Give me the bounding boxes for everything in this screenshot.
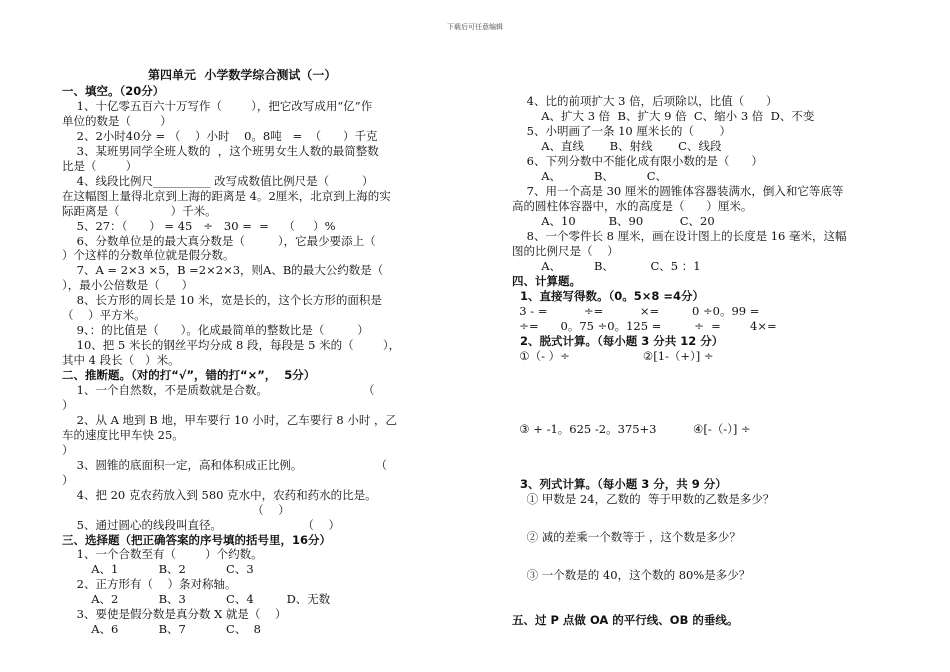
question-line: ） (62, 472, 74, 487)
question-line: 4、线段比例尺__________ 改写成数值比例尺是（ ） (62, 173, 374, 188)
question-line: 单位的数是（ ） (62, 113, 172, 128)
question-line: 7、用一个高是 30 厘米的圆锥体容器装满水，倒入和它等底等 (512, 184, 844, 198)
question-line: 2、从 A 地到 B 地，甲车要行 10 小时，乙车要行 8 小时 ，乙 (62, 412, 398, 427)
question-line: 1、一个合数至有（ ）个约数。 (62, 547, 263, 562)
question-line: ③ + -1。625 -2。375+3 ④[-（-）] ÷ (512, 422, 751, 436)
question-line: A、1 B、2 C、3 (62, 562, 254, 577)
question-line: 4、把 20 克农药放入到 580 克水中，农药和药水的比是。 (62, 487, 377, 502)
question-line: （ ） (62, 502, 290, 517)
question-line: 1、十亿零五百六十万写作（ ），把它改写成用“亿”作 (62, 98, 373, 113)
section-heading: 四、计算题。 (512, 274, 581, 288)
question-line: 5、小明画了一条 10 厘米长的（ ） (512, 124, 731, 138)
question-line: ①（- ）÷ ②[1-（+）] ÷ (512, 349, 714, 363)
question-line: ③ 一个数是的 40，这个数的 80%是多少？ (512, 568, 751, 582)
question-line: ② 减的差乘一个数等于 ，这个数是多少？ (512, 530, 741, 544)
question-line: ÷= 0。75 ÷0。125 = ÷ = 4×= (512, 319, 777, 333)
question-line: ）个这样的分数单位就是假分数。 (62, 248, 235, 263)
question-line: 5、通过圆心的线段叫直径。 （ ） (62, 517, 340, 532)
question-line: 在这幅图上量得北京到上海的距离是 4。2厘米，北京到上海的实 (62, 188, 391, 203)
page-title: 第四单元 小学数学综合测试（一） (148, 68, 337, 82)
question-line: 其中 4 段长（ ）米。 (62, 353, 180, 368)
section-heading: 三、选择题（把正确答案的序号填的括号里，16分） (62, 532, 332, 547)
section-heading: 1、直接写得数。（0。5×8 =4分） (512, 289, 705, 303)
question-line: 3、要使是假分数是真分数 X 就是（ ） (62, 607, 287, 622)
question-line: 2、2小时40分 = （ ）小时 0。8吨 = （ ）千克 (62, 128, 378, 143)
question-line: 7、A = 2×3 ×5，B =2×2×3，则A、B的最大公约数是（ (62, 263, 384, 278)
question-line: 图的比例尺是（ ） (512, 244, 619, 258)
question-line: A、 B、 C、5 ：1 (512, 259, 701, 273)
section-heading: 五、过 P 点做 OA 的平行线、OB 的垂线。 (512, 613, 739, 627)
question-line: ），最小公倍数是（ ） (62, 278, 194, 293)
section-heading: 2、脱式计算。（每小题 3 分共 12 分） (512, 334, 724, 348)
question-line: 车的速度比甲车快 25。 (62, 427, 184, 442)
question-line: A、 B、 C、 (512, 169, 668, 183)
section-heading: 3、列式计算。（每小题 3 分，共 9 分） (512, 477, 727, 491)
question-line: ） (62, 442, 74, 457)
question-line: 6、分数单位是的最大真分数是（ ），它最少要添上（ (62, 233, 376, 248)
question-line: （ ）平方米。 (62, 308, 146, 323)
question-line: 5、27：（ ） = 45 ÷ 30 = = （ ）% (62, 218, 336, 233)
question-line: 8、一个零件长 8 厘米，画在设计图上的长度是 16 毫米，这幅 (512, 229, 847, 243)
question-line: 高的圆柱体容器中，水的高度是（ ）厘米。 (512, 199, 753, 213)
question-line: ） (62, 397, 74, 412)
question-line: A、10 B、90 C、20 (512, 214, 715, 228)
question-line: 4、比的前项扩大 3 倍，后项除以，比值（ ） (512, 94, 778, 108)
question-line: 际距离是（ ）千米。 (62, 203, 217, 218)
question-line: 3、圆锥的底面积一定，高和体积成正比例。 （ (62, 457, 388, 472)
question-line: A、2 B、3 C、4 D、无数 (62, 592, 331, 607)
question-line: ① 甲数是 24，乙数的 等于甲数的乙数是多少？ (512, 492, 775, 506)
header-note: 下载后可任意编辑 (447, 23, 503, 31)
question-line: 2、正方形有（ ）条对称轴。 (62, 577, 237, 592)
question-line: A、扩大 3 倍 B、扩大 9 倍 C、缩小 3 倍 D、不变 (512, 109, 815, 123)
question-line: 3、某班男同学全班人数的 ，这个班男女生人数的最简整数 (62, 143, 379, 158)
question-line: A、直线 B、射线 C、线段 (512, 139, 722, 153)
question-line: 1、一个自然数，不是质数就是合数。 （ (62, 383, 375, 397)
question-line: 6、下列分数中不能化成有限小数的是（ ） (512, 154, 763, 168)
question-line: 3 - = ÷= ×= 0 ÷0。99 = (512, 304, 760, 318)
section-heading: 二、推断题。（对的打“√”，错的打“×”， 5分） (62, 368, 316, 383)
question-line: 比是（ ） (62, 158, 138, 173)
question-line: 9、：的比值是（ ）。化成最简单的整数比是（ ） (62, 323, 369, 338)
question-line: A、6 B、7 C、 8 (62, 622, 261, 637)
question-line: 8、长方形的周长是 10 米，宽是长的，这个长方形的面积是 (62, 293, 382, 308)
question-line: 10、把 5 米长的钢丝平均分成 8 段，每段是 5 米的（ ）， (62, 338, 401, 353)
section-heading: 一、填空。（20分） (62, 84, 165, 98)
